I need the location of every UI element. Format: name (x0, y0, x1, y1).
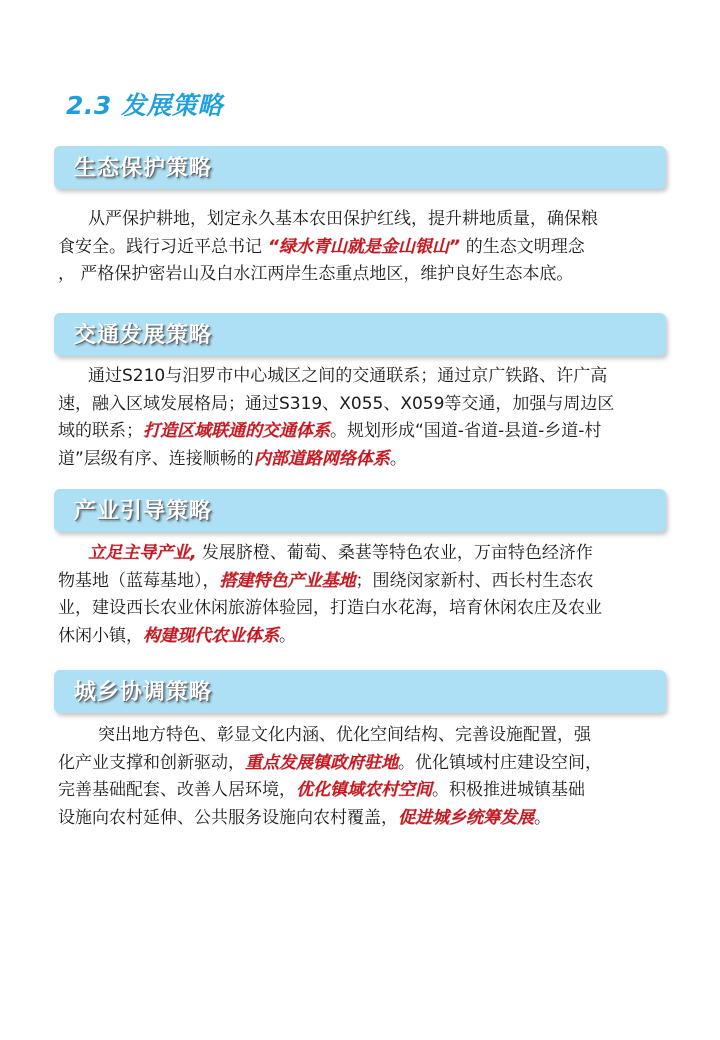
body-text: ， 严格保护密岩山及白水江两岸生态重点地区，维护良好生态本底。 (58, 264, 574, 284)
paragraph-line (58, 623, 664, 651)
paragraph-line (58, 446, 664, 474)
paragraph-line (58, 206, 664, 234)
body-text: 发展脐橙、葡萄、桑葚等特色农业，万亩特色经济作 (196, 543, 593, 563)
body-text: 化产业支撑和创新驱动， (58, 752, 245, 773)
paragraph-line (58, 261, 664, 289)
body-text: 完善基础配套、改善人居环境， (58, 780, 296, 800)
section-number: 2.3 (66, 91, 112, 120)
paragraph-line (58, 568, 664, 596)
body-text: 的生态文明理念 (465, 236, 585, 257)
emphasis-text: 搭建特色产业基地 (219, 570, 356, 591)
emphasis-text: “绿水青山就是金山银山” (262, 236, 466, 257)
paragraph-line (58, 777, 664, 805)
paragraph-line (58, 418, 664, 446)
strategy-text-industry (58, 540, 664, 650)
body-text: 。积极推进城镇基础 (432, 780, 585, 800)
section-title-text: 发展策略 (121, 91, 224, 120)
body-text: 速，融入区域发展格局；通过S319、X055、X059等交通，加强与周边区 (58, 393, 615, 414)
body-text: 。优化镇域村庄建设空间， (398, 752, 602, 773)
strategy-title-urban-rural: 城乡协调策略 (74, 680, 213, 705)
body-text: 物基地（蓝莓基地）， (58, 570, 220, 591)
body-text: 突出地方特色、彰显文化内涵、优化空间结构、完善设施配置，强 (98, 725, 591, 745)
body-text: 域的联系； (58, 421, 143, 441)
body-text: 业，建设西长农业休闲旅游体验园，打造白水花海，培育休闲农庄及农业 (58, 598, 602, 618)
paragraph-line (58, 391, 664, 419)
body-text: 。 (389, 448, 407, 469)
strategy-banner-ecology (54, 146, 666, 189)
emphasis-text: 内部道路网络体系 (253, 448, 390, 469)
body-text: 通过S210与汨罗市中心城区之间的交通联系；通过京广铁路、许广高 (88, 366, 608, 386)
strategy-banner-industry (54, 489, 666, 532)
body-text: 。规划形成“国道-省道-县道-乡道-村 (330, 421, 602, 441)
paragraph-line (58, 595, 664, 623)
strategy-title-industry: 产业引导策略 (74, 499, 213, 524)
paragraph-line (58, 234, 664, 262)
strategy-text-transport (58, 363, 664, 473)
section-heading (66, 86, 223, 122)
paragraph-line (58, 805, 664, 833)
paragraph-line (58, 363, 664, 391)
body-text: 从严保护耕地，划定永久基本农田保护红线，提升耕地质量，确保粮 (88, 209, 598, 229)
body-text: 休闲小镇， (58, 625, 143, 646)
emphasis-text: 打造区域联通的交通体系 (143, 421, 330, 441)
strategy-title-transport: 交通发展策略 (74, 323, 213, 348)
body-text: 。 (534, 807, 551, 828)
emphasis-text: 优化镇域农村空间 (296, 780, 432, 800)
body-text: 。 (279, 625, 296, 646)
paragraph-line (58, 722, 664, 750)
emphasis-text: 促进城乡统筹发展 (398, 807, 534, 828)
emphasis-text: 重点发展镇政府驻地 (245, 752, 398, 773)
paragraph-line (58, 540, 664, 568)
strategy-banner-urban-rural (54, 670, 666, 713)
body-text: 食安全。践行习近平总书记 (58, 236, 262, 257)
body-text: ；围绕闵家新村、西长村生态农 (355, 570, 594, 591)
emphasis-text: 立足主导产业, (88, 543, 197, 563)
strategy-text-urban-rural (58, 722, 664, 832)
body-text: 设施向农村延伸、公共服务设施向农村覆盖， (58, 807, 398, 828)
paragraph-line (58, 750, 664, 778)
emphasis-text: 构建现代农业体系 (143, 625, 279, 646)
body-text: 道”层级有序、连接顺畅的 (58, 448, 254, 469)
strategy-text-ecology (58, 206, 664, 289)
strategy-banner-transport (54, 313, 666, 356)
strategy-title-ecology: 生态保护策略 (74, 156, 213, 181)
